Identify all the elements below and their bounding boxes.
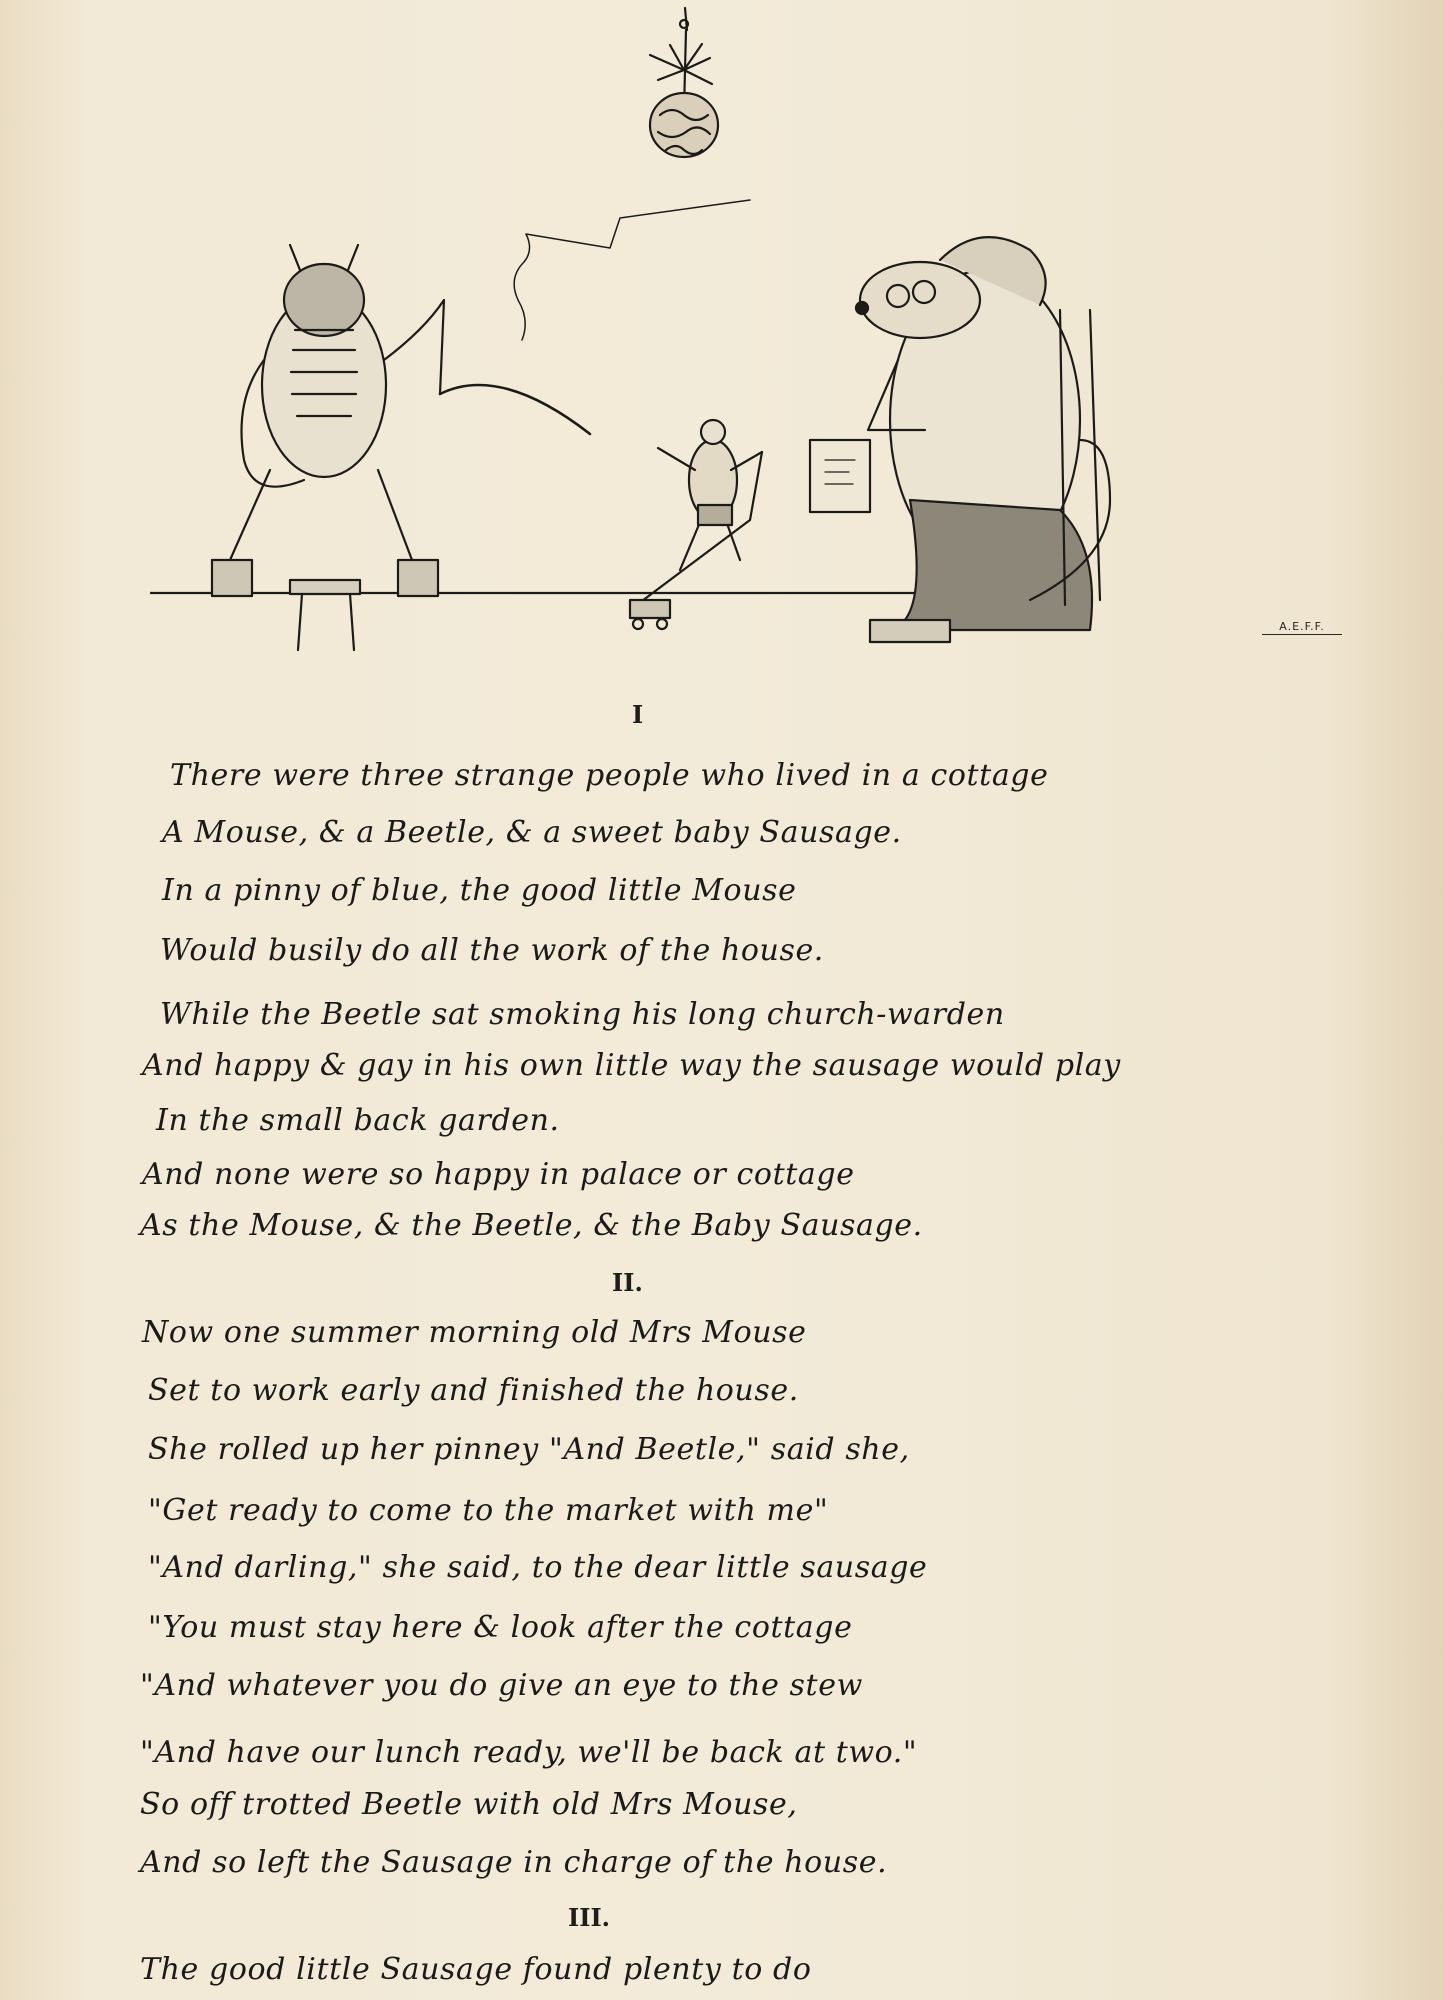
- poem-line: She rolled up her pinney "And Beetle," said she,: [148, 1432, 910, 1467]
- poem-line: Now one summer morning old Mrs Mouse: [142, 1315, 807, 1350]
- poem-line: A Mouse, & a Beetle, & a sweet baby Sausage.: [162, 815, 902, 850]
- section-numeral: III.: [568, 1903, 611, 1932]
- poem-line: The good little Sausage found plenty to do: [140, 1952, 812, 1987]
- poem-line: "You must stay here & look after the cottage: [148, 1610, 853, 1645]
- poem-line: There were three strange people who lived in a cottage: [170, 758, 1049, 793]
- poem-line: Would busily do all the work of the house.: [160, 933, 824, 968]
- poem-line: And none were so happy in palace or cottage: [142, 1157, 855, 1192]
- poem-line: And so left the Sausage in charge of the house.: [140, 1845, 888, 1880]
- poem-line: Set to work early and finished the house.: [148, 1373, 799, 1408]
- poem-line: And happy & gay in his own little way the sausage would play: [142, 1048, 1121, 1083]
- poem-line: In the small back garden.: [156, 1103, 560, 1138]
- section-numeral: II.: [612, 1268, 643, 1297]
- artist-signature: A.E.F.F.: [1262, 620, 1342, 635]
- poem-line: As the Mouse, & the Beetle, & the Baby Sausage.: [140, 1208, 923, 1243]
- poem-line: "And whatever you do give an eye to the stew: [140, 1668, 863, 1703]
- poem-line: "And darling," she said, to the dear little sausage: [148, 1550, 928, 1585]
- section-numeral: I: [632, 700, 644, 729]
- poem-line: While the Beetle sat smoking his long church-warden: [160, 997, 1005, 1032]
- poem-line: "Get ready to come to the market with me": [148, 1493, 829, 1528]
- poem-line: So off trotted Beetle with old Mrs Mouse,: [140, 1787, 798, 1822]
- poem-line: In a pinny of blue, the good little Mouse: [162, 873, 797, 908]
- poem-line: "And have our lunch ready, we'll be back at two.": [140, 1735, 918, 1770]
